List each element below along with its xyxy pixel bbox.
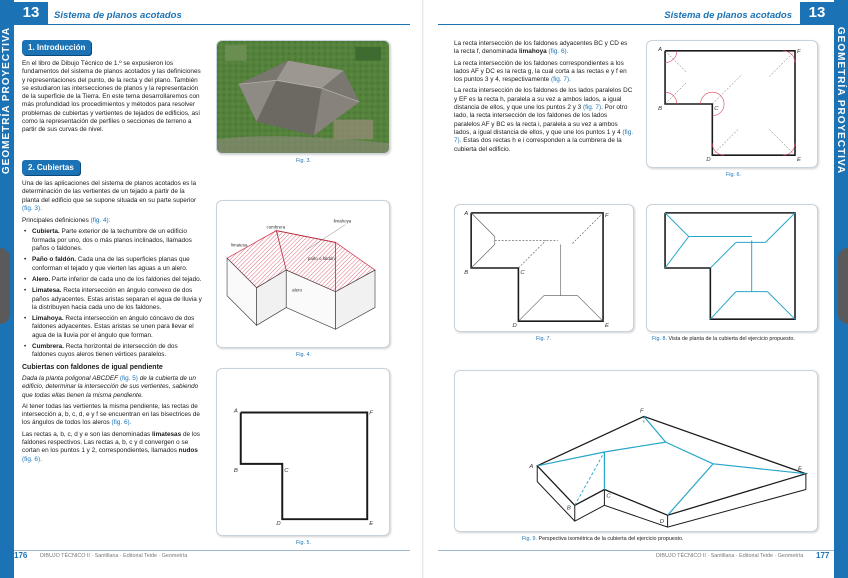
figure-6-bisectors <box>646 40 818 168</box>
definition-item: • Paño o faldón. Cada una de las superficies planas que conforman el tejado y que vierten las aguas a un alero. <box>22 256 202 273</box>
roof-photo-illustration <box>217 41 389 153</box>
f6-vertex-d: D <box>706 157 711 164</box>
f6-vertex-a: A <box>658 46 663 53</box>
definition-item: • Limahoya. Recta intersección en ángulo cóncavo de dos faldones adyacentes. Estas aristas se unen para llevar el agua de la lluvia por el ángulo que forman. <box>22 315 202 340</box>
f9-vertex-e: E <box>797 465 802 472</box>
figure-4-caption: Fig. 4. <box>296 352 311 358</box>
fig9-isometric-drawing <box>455 371 817 531</box>
roof-definitions-drawing <box>217 201 389 347</box>
vertex-f: F <box>369 410 373 417</box>
f7-vertex-c: C <box>520 269 525 276</box>
plan-abcdef-drawing <box>217 369 389 535</box>
right-text-block: La recta intersección de los faldones adyacentes BC y CD es la recta f, denominada limahoya (fig. 6). La recta intersección de los faldones correspondientes a los lados AF y DC es la recta g, la cual corta a las rectas e y f en los puntos 3 y 4, respectivamente (fig. 7). La recta intersección de los faldones de los lados paralelos DC y EF es la recta h, paralela a su vez a ambos lados, a igual distancia de ellos, y que une los puntos 2 y 3 (fig. 7). Por otro lado, la recta intersección de los faldones de los lados paralelos AF y BC es la recta i, paralela a su vez a ambos lados, a igual distancia de ellos, y que une los puntos 1 y 4 (fig. 7). Estas dos rectas h e i corresponden a la cumbrera de la cubierta del edificio. <box>454 40 634 153</box>
f7-vertex-b: B <box>464 269 469 276</box>
section-1-text: En el libro de Dibujo Técnico de 1.º se expusieron los fundamentos del sistema de planos acotados y las definiciones y representaciones del punto, de la recta y del plano. También se estudiaron las intersecciones de planos y la representación de la superficie de la Tierra. En este tema desarrollaremos con más profundidad los procedimientos y métodos para resolver problemas de cubiertas y vertientes de tejados de edificios, así como la representación de perfiles o secciones de terreno a partir de sus curvas de nivel. <box>22 60 201 134</box>
label-alero: alero <box>292 287 302 293</box>
vertex-d: D <box>276 521 281 528</box>
unit-badge-left: 13 <box>14 2 48 24</box>
header-rule-left <box>14 24 410 25</box>
f7-vertex-e: E <box>605 323 609 330</box>
side-label-left: GEOMETRÍA PROYECTIVA <box>1 26 13 174</box>
fig8-plan-drawing <box>647 205 817 331</box>
fig7-plan-drawing <box>455 205 633 331</box>
section-1-heading: 1. Introducción <box>22 40 91 55</box>
footer-rule-right <box>438 550 834 551</box>
unit-badge-right: 13 <box>800 2 834 24</box>
vertex-a: A <box>233 408 238 415</box>
vertex-c: C <box>284 467 289 474</box>
figure-3-roof-photo <box>216 40 390 154</box>
label-faldon: paño o faldón <box>307 256 335 262</box>
figure-7-caption: Fig. 7. <box>536 336 551 342</box>
f6-vertex-c: C <box>714 105 719 112</box>
figure-3-caption: Fig. 3. <box>296 158 311 164</box>
subsection-heading: Cubiertas con faldones de igual pendiente <box>22 363 163 371</box>
side-tab-right <box>838 248 848 324</box>
figure-8-caption: Fig. 8. Vista de planta de la cubierta del ejercicio propuesto. <box>652 336 795 342</box>
f9-vertex-a: A <box>529 463 534 470</box>
footer-text-left: DIBUJO TÉCNICO II · Santillana · Editorial Teide · Geometría <box>40 553 188 559</box>
figure-9-isometric <box>454 370 818 532</box>
definition-item: • Cumbrera. Recta horizontal de intersección de dos faldones cuyos aleros tienen vértices paralelos. <box>22 343 202 360</box>
figure-5-caption: Fig. 5. <box>296 540 311 546</box>
right-page <box>424 0 848 578</box>
side-label-right: GEOMETRÍA PROYECTIVA <box>835 26 847 174</box>
f7-vertex-f: F <box>605 212 609 219</box>
f6-vertex-b: B <box>658 105 663 112</box>
figure-6-caption: Fig. 6. <box>726 172 741 178</box>
footer-text-right: DIBUJO TÉCNICO II · Santillana · Editorial Teide · Geometría <box>656 553 804 559</box>
figure-7-roof-lines <box>454 204 634 332</box>
f9-vertex-b: B <box>566 505 571 512</box>
label-limahoya: limahoya <box>333 218 352 224</box>
definitions-list <box>22 228 202 359</box>
figure-9-caption: Fig. 9. Perspectiva isométrica de la cubierta del ejercicio propuesto. <box>522 536 684 542</box>
section-2-heading: 2. Cubiertas <box>22 160 80 175</box>
figure-8-plan-view <box>646 204 818 332</box>
definition-item: • Limatesa. Recta intersección en ángulo convexo de dos paños adyacentes. Estas aristas separan el agua de lluvia y la distribuyen hacia cada uno de los faldones. <box>22 287 202 312</box>
header-title-right: Sistema de planos acotados <box>664 10 792 21</box>
f7-vertex-d: D <box>512 323 517 330</box>
f6-vertex-f: F <box>796 48 801 55</box>
header-title-left: Sistema de planos acotados <box>54 10 182 21</box>
f9-vertex-f: F <box>639 408 644 415</box>
page-number-right: 177 <box>816 551 830 560</box>
f7-vertex-a: A <box>464 210 469 217</box>
definition-item: • Alero. Parte inferior de cada uno de los faldones del tejado. <box>22 276 202 284</box>
figure-5-plan <box>216 368 390 536</box>
section-2-text: Una de las aplicaciones del sistema de planos acotados es la determinación de las vertientes de un tejado a partir de la planta del edificio que se supone situada en su parte superior (fig. 3). Principales definiciones (fig. 4): • Cubierta. Parte exterior de la techumbre de un edificio formada por uno, dos o más planos inclinados, llamados paños o faldones. • Paño o faldón. Cada una de las superficies planas que conforman el tejado y que vierten las aguas a un alero. • Alero. Parte inferior de cada uno de los faldones del tejado. • Limatesa. Recta intersección en ángulo convexo de dos paños adyacentes. Estas aristas separan el agua de lluvia y la distribuyen hacia cada uno de los faldones. • Limahoya. Recta intersección en ángulo cóncavo de dos faldones adyacentes. Estas aristas se unen para llevar el agua de la lluvia por el ángulo que forman. • Cumbrera. Recta horizontal de intersección de dos faldones cuyos aleros tienen vértices paralelos. Cubiertas con faldones de igual pendiente Dada la planta poligonal ABCDEF (fig. 5) de la cubierta de un edificio, determinar la intersección de sus vertientes, sabiendo que todas ellas tienen la misma pendiente. Al tener todas las vertientes la misma pendiente, las rectas de intersección a, b, c, d, e y f se encuentran en las bisectrices de los ángulos de todos los aleros (fig. 6). Las rectas a, b, c, d y e son las denominadas limatesas de los faldones respectivos. Las rectas a, b, c y d convergen o se cortan en los puntos 1 y 2, correspondientes, llamados nudos (fig. 6). <box>22 180 202 467</box>
fig6-plan-drawing <box>647 41 817 167</box>
page-number-left: 176 <box>14 551 28 560</box>
figure-4-roof-definitions <box>216 200 390 348</box>
vertex-b: B <box>233 467 238 474</box>
f9-vertex-c: C <box>606 493 611 500</box>
definition-item: • Cubierta. Parte exterior de la techumbre de un edificio formada por uno, dos o más planos inclinados, llamados paños o faldones. <box>22 228 202 253</box>
label-cumbrera: cumbrera <box>266 224 286 230</box>
side-tab-left <box>0 248 10 324</box>
header-rule-right <box>438 24 834 25</box>
f6-vertex-e: E <box>796 157 801 164</box>
footer-rule-left <box>14 550 410 551</box>
f9-vertex-d: D <box>659 519 664 526</box>
vertex-e: E <box>369 521 374 528</box>
label-limatesa: limatesa <box>230 242 248 248</box>
